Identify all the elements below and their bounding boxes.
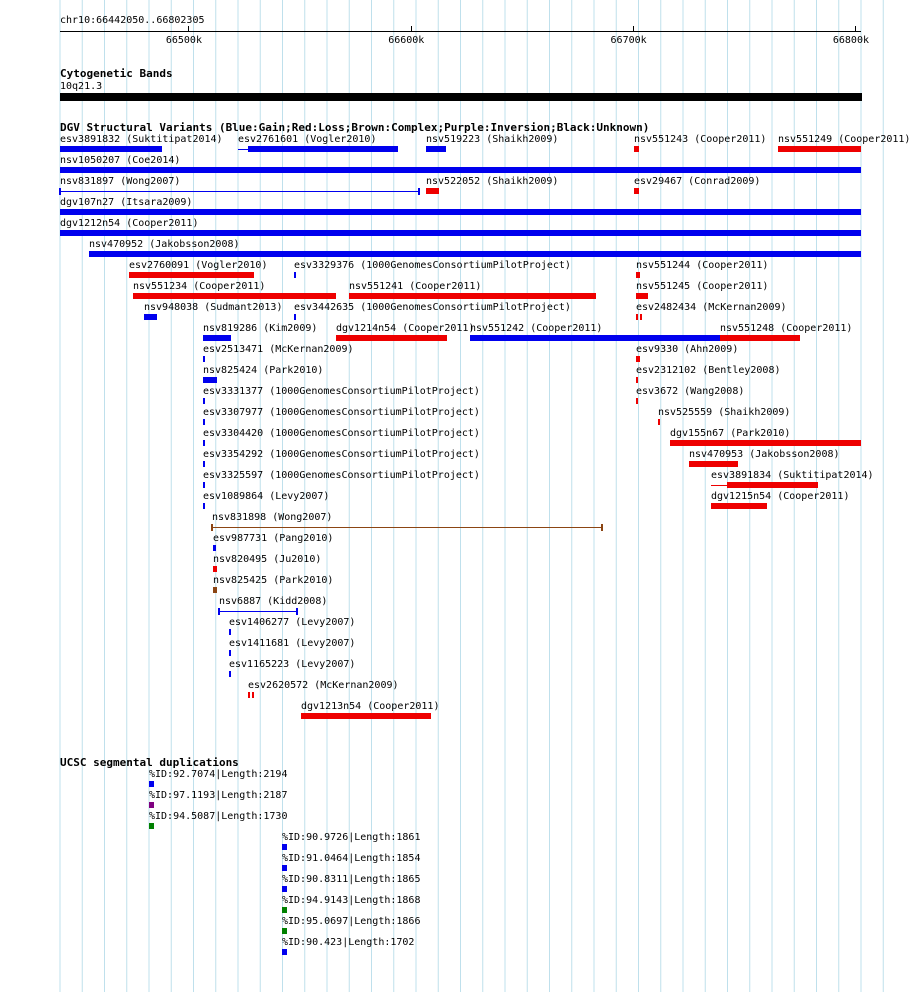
feature-end-cap <box>211 524 213 531</box>
feature-bar[interactable] <box>282 907 286 913</box>
feature-label[interactable]: esv3325597 (1000GenomesConsortiumPilotProject) <box>203 470 480 481</box>
feature-label[interactable]: dgv1214n54 (Cooper2011) <box>336 323 475 334</box>
feature-label[interactable]: nsv519223 (Shaikh2009) <box>426 134 559 145</box>
feature-end-cap <box>296 608 298 615</box>
feature-label[interactable]: nsv551242 (Cooper2011) <box>470 323 603 334</box>
feature-bar[interactable] <box>470 335 732 341</box>
feature-bar[interactable] <box>282 865 286 871</box>
feature-label[interactable]: %ID:90.8311|Length:1865 <box>282 874 421 885</box>
feature-bar[interactable] <box>349 293 596 299</box>
cytoband-track-title[interactable]: Cytogenetic Bands <box>60 67 173 80</box>
feature-end-cap <box>601 524 603 531</box>
feature-label[interactable]: esv1165223 (Levy2007) <box>229 659 356 670</box>
feature-label[interactable]: nsv819286 (Kim2009) <box>203 323 318 334</box>
dgv-track-title[interactable]: DGV Structural Variants (Blue:Gain;Red:Loss;Brown:Complex;Purple:Inversion;Black:Unknown) <box>60 121 650 134</box>
feature-bar[interactable] <box>711 503 767 509</box>
feature-label[interactable]: esv2312102 (Bentley2008) <box>636 365 781 376</box>
cytoband-label: 10q21.3 <box>60 81 103 92</box>
feature-bar[interactable] <box>60 209 861 215</box>
feature-end-cap <box>59 188 61 195</box>
cytoband-bar[interactable] <box>60 93 862 101</box>
ruler-tick <box>411 26 412 32</box>
feature-bar[interactable] <box>720 335 800 341</box>
feature-label[interactable]: esv29467 (Conrad2009) <box>634 176 761 187</box>
feature-label[interactable]: %ID:90.423|Length:1702 <box>282 937 415 948</box>
feature-bar[interactable] <box>636 293 648 299</box>
feature-line[interactable] <box>60 191 419 192</box>
feature-label[interactable]: esv2513471 (McKernan2009) <box>203 344 354 355</box>
feature-bar[interactable] <box>60 146 162 152</box>
feature-label[interactable]: esv2760091 (Vogler2010) <box>129 260 268 271</box>
feature-bar[interactable] <box>636 398 638 404</box>
feature-label[interactable]: %ID:94.5087|Length:1730 <box>149 811 288 822</box>
feature-label[interactable]: nsv470952 (Jakobsson2008) <box>89 239 240 250</box>
feature-bar[interactable] <box>658 419 660 425</box>
feature-label[interactable]: esv3891832 (Suktitipat2014) <box>60 134 223 145</box>
feature-label[interactable]: esv2620572 (McKernan2009) <box>248 680 399 691</box>
feature-label[interactable]: esv3354292 (1000GenomesConsortiumPilotProject) <box>203 449 480 460</box>
feature-bar[interactable] <box>229 629 231 635</box>
feature-end-cap <box>418 188 420 195</box>
feature-bar[interactable] <box>89 251 861 257</box>
feature-bar[interactable] <box>213 566 216 572</box>
ruler-tick-label: 66600k <box>388 35 425 46</box>
feature-bar[interactable] <box>213 545 215 551</box>
feature-label[interactable]: nsv6887 (Kidd2008) <box>219 596 328 607</box>
feature-bar[interactable] <box>149 823 155 829</box>
feature-bar[interactable] <box>294 314 296 320</box>
feature-label[interactable]: nsv831897 (Wong2007) <box>60 176 181 187</box>
feature-label[interactable]: esv1089864 (Levy2007) <box>203 491 330 502</box>
feature-bar[interactable] <box>282 928 286 934</box>
feature-bar[interactable] <box>282 844 286 850</box>
feature-bar[interactable] <box>336 335 447 341</box>
feature-label[interactable]: dgv107n27 (Itsara2009) <box>60 197 193 208</box>
feature-bar[interactable] <box>144 314 156 320</box>
feature-label[interactable]: nsv831898 (Wong2007) <box>212 512 333 523</box>
feature-bar[interactable] <box>248 692 254 698</box>
feature-label[interactable]: esv1411681 (Levy2007) <box>229 638 356 649</box>
feature-label[interactable]: esv9330 (Ahn2009) <box>636 344 739 355</box>
ruler-axis <box>60 31 861 32</box>
feature-label[interactable]: esv3331377 (1000GenomesConsortiumPilotProject) <box>203 386 480 397</box>
feature-label[interactable]: %ID:97.1193|Length:2187 <box>149 790 288 801</box>
feature-bar[interactable] <box>60 167 861 173</box>
feature-label[interactable]: nsv470953 (Jakobsson2008) <box>689 449 840 460</box>
feature-bar[interactable] <box>203 419 205 425</box>
feature-label[interactable]: esv3304420 (1000GenomesConsortiumPilotProject) <box>203 428 480 439</box>
feature-label[interactable]: esv1406277 (Levy2007) <box>229 617 356 628</box>
feature-bar[interactable] <box>294 272 296 278</box>
feature-label[interactable]: nsv522052 (Shaikh2009) <box>426 176 559 187</box>
segdup-track-title[interactable]: UCSC segmental duplications <box>60 756 239 769</box>
feature-bar[interactable] <box>636 314 642 320</box>
feature-bar[interactable] <box>203 335 231 341</box>
feature-bar[interactable] <box>203 440 205 446</box>
feature-bar[interactable] <box>282 886 286 892</box>
feature-label[interactable]: nsv551241 (Cooper2011) <box>349 281 482 292</box>
feature-label[interactable]: nsv551234 (Cooper2011) <box>133 281 266 292</box>
feature-bar[interactable] <box>248 146 398 152</box>
feature-label[interactable]: dgv1215n54 (Cooper2011) <box>711 491 850 502</box>
ruler-tick <box>633 26 634 32</box>
feature-label[interactable]: nsv551249 (Cooper2011) <box>778 134 910 145</box>
feature-label[interactable]: dgv1212n54 (Cooper2011) <box>60 218 199 229</box>
feature-label[interactable]: esv2482434 (McKernan2009) <box>636 302 787 313</box>
feature-bar[interactable] <box>229 671 231 677</box>
feature-bar[interactable] <box>229 650 231 656</box>
feature-label[interactable]: nsv820495 (Ju2010) <box>213 554 322 565</box>
ruler-tick-label: 66800k <box>832 35 869 46</box>
feature-label[interactable]: %ID:92.7074|Length:2194 <box>149 769 288 780</box>
feature-label[interactable]: esv3891834 (Suktitipat2014) <box>711 470 874 481</box>
feature-label[interactable]: dgv155n67 (Park2010) <box>670 428 791 439</box>
feature-label[interactable]: esv987731 (Pang2010) <box>213 533 334 544</box>
feature-label[interactable]: nsv551244 (Cooper2011) <box>636 260 769 271</box>
feature-line[interactable] <box>219 611 297 612</box>
ruler-tick-label: 66500k <box>165 35 202 46</box>
feature-label[interactable]: esv3329376 (1000GenomesConsortiumPilotProject) <box>294 260 571 271</box>
feature-bar[interactable] <box>636 272 640 278</box>
feature-bar[interactable] <box>133 293 335 299</box>
feature-bar[interactable] <box>636 377 638 383</box>
feature-bar[interactable] <box>203 503 205 509</box>
ruler-tick-label: 66700k <box>610 35 647 46</box>
feature-bar[interactable] <box>670 440 861 446</box>
feature-bar[interactable] <box>426 146 446 152</box>
feature-label[interactable]: %ID:94.9143|Length:1868 <box>282 895 421 906</box>
feature-bar[interactable] <box>282 949 286 955</box>
feature-label[interactable]: %ID:95.0697|Length:1866 <box>282 916 421 927</box>
feature-bar[interactable] <box>634 188 640 194</box>
feature-label[interactable]: nsv551248 (Cooper2011) <box>720 323 853 334</box>
feature-bar[interactable] <box>727 482 818 488</box>
feature-label[interactable]: esv3672 (Wang2008) <box>636 386 745 397</box>
feature-label[interactable]: nsv825425 (Park2010) <box>213 575 334 586</box>
ruler-tick <box>855 26 856 32</box>
feature-bar[interactable] <box>426 188 439 194</box>
feature-label[interactable]: nsv525559 (Shaikh2009) <box>658 407 791 418</box>
feature-bar[interactable] <box>301 713 431 719</box>
feature-label[interactable]: %ID:91.0464|Length:1854 <box>282 853 421 864</box>
locus-coordinates: chr10:66442050..66802305 <box>60 15 205 26</box>
feature-bar[interactable] <box>203 356 205 362</box>
feature-bar[interactable] <box>149 781 155 787</box>
feature-label[interactable]: dgv1213n54 (Cooper2011) <box>301 701 440 712</box>
feature-bar[interactable] <box>213 587 216 593</box>
feature-bar[interactable] <box>203 461 205 467</box>
feature-bar[interactable] <box>689 461 738 467</box>
feature-bar[interactable] <box>129 272 254 278</box>
feature-bar[interactable] <box>149 802 155 808</box>
feature-bar[interactable] <box>634 146 640 152</box>
feature-label[interactable]: esv3307977 (1000GenomesConsortiumPilotProject) <box>203 407 480 418</box>
feature-end-cap <box>218 608 220 615</box>
ruler-tick <box>188 26 189 32</box>
feature-bar[interactable] <box>636 356 640 362</box>
feature-bar[interactable] <box>203 398 205 404</box>
feature-bar[interactable] <box>203 377 216 383</box>
feature-label[interactable]: nsv551245 (Cooper2011) <box>636 281 769 292</box>
feature-label[interactable]: nsv551243 (Cooper2011) <box>634 134 767 145</box>
feature-line[interactable] <box>212 527 602 528</box>
feature-label[interactable]: esv3442635 (1000GenomesConsortiumPilotProject) <box>294 302 571 313</box>
feature-connector <box>711 485 727 486</box>
feature-label[interactable]: nsv825424 (Park2010) <box>203 365 324 376</box>
feature-label[interactable]: nsv948038 (Sudmant2013) <box>144 302 283 313</box>
feature-bar[interactable] <box>203 482 205 488</box>
feature-bar[interactable] <box>778 146 861 152</box>
feature-label[interactable]: %ID:90.9726|Length:1861 <box>282 832 421 843</box>
feature-label[interactable]: nsv1050207 (Coe2014) <box>60 155 181 166</box>
feature-connector <box>238 149 248 150</box>
feature-bar[interactable] <box>60 230 861 236</box>
feature-label[interactable]: esv2761601 (Vogler2010) <box>238 134 377 145</box>
